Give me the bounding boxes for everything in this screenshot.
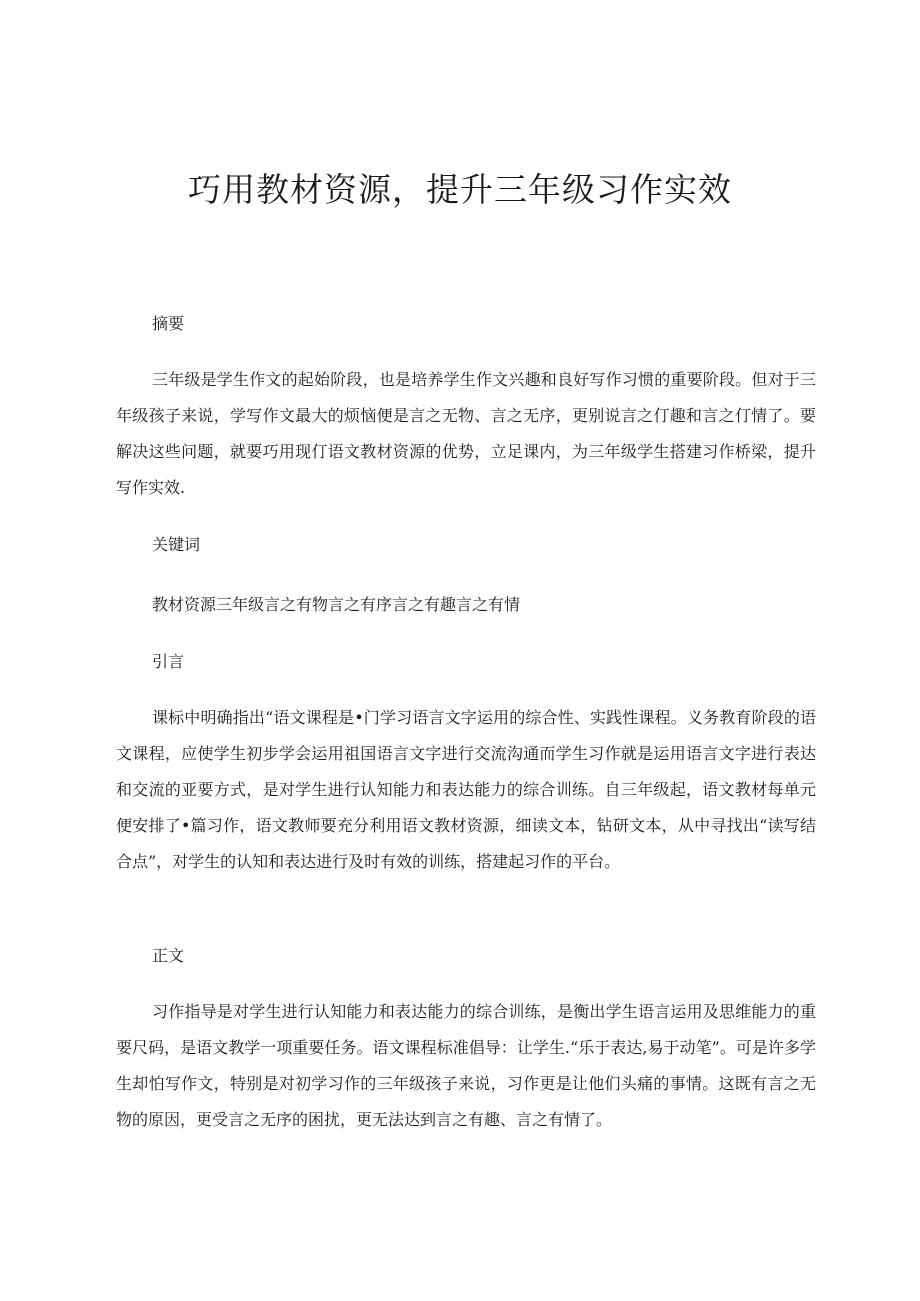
abstract-paragraph: 三年级是学生作文的起始阶段，也是培养学生作文兴趣和良好写作习惯的重要阶段。但对于三年级孩子来说，学写作文最大的烦恼便是言之无物、言之无序，更别说言之仃趣和言之仃情了。要解决这些问题，就要巧用现仃语文教材资源的优势，立足课内，为三年级学生搭建习作桥梁，提升写作实效.	[116, 370, 816, 497]
keywords-text: 教材资源三年级言之有物言之有序言之有趣言之有情	[152, 595, 521, 614]
document-title: 巧用教材资源，提升三年级习作实效	[188, 170, 732, 209]
intro-paragraph: 课标中明确指出“语文课程是•门学习语言文字运用的综合性、实践性课程。义务教育阶段的语文课程，应使学生初步学会运用祖国语言文字进行交流沟通而学生习作就是运用语言文字进行表达和交流的亚要方式，是对学生进行认知能力和表达能力的综合训练。自三年级起，语文教材每单元便安排了•篇习作，语文教师要充分利用语文教材资源，细读文本，钻研文本，从中寻找出“读写结合点”，对学生的认知和表达进行及时有效的训练，搭建起习作的平台。	[116, 708, 816, 871]
body-heading: 正文	[152, 946, 185, 965]
body-paragraph: 习作指导是对学生进行认知能力和表达能力的综合训练，是衡出学生语言运用及思维能力的重要尺码，是语文教学一项重要任务。语文课程标准倡导：让学生.“乐于表达,易于动笔”。可是许多学生却怕写作文，特别是对初学习作的三年级孩子来说，习作更是让他们头痛的事情。这既有言之无物的原因，更受言之无序的困扰，更无法达到言之有趣、言之有情了。	[116, 1002, 816, 1129]
keywords-heading: 关键词	[152, 535, 201, 554]
abstract-heading: 摘要	[152, 314, 185, 333]
intro-heading: 引言	[152, 652, 185, 671]
